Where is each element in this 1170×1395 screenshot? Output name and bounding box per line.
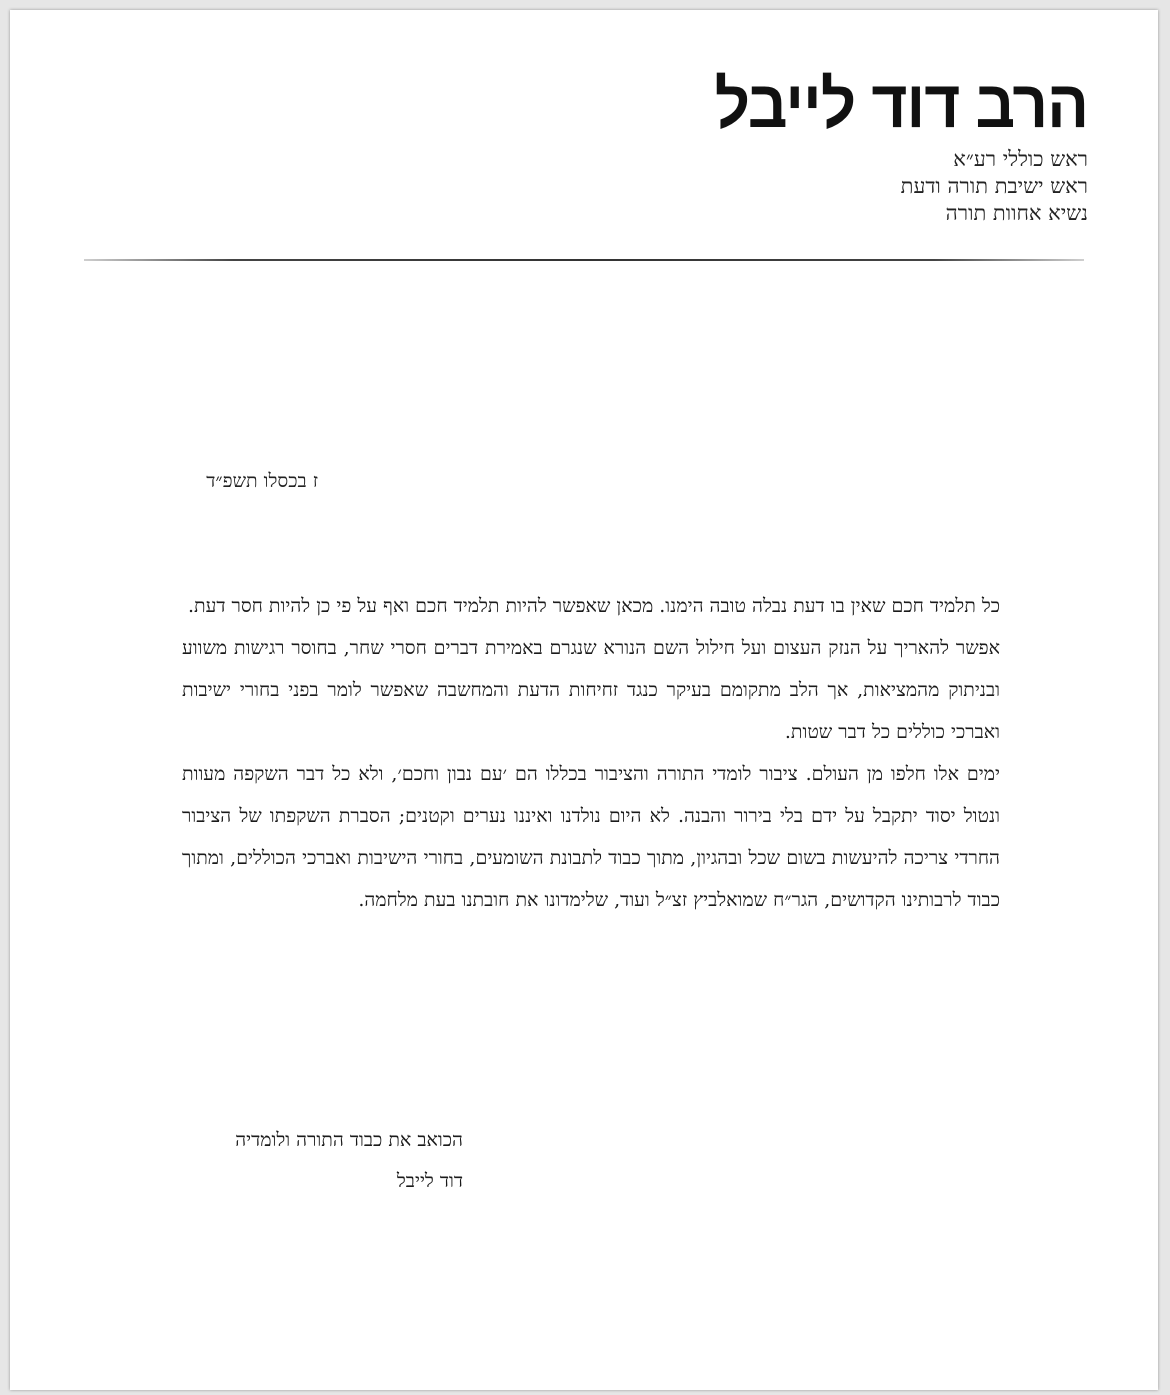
letter-body	[182, 585, 1000, 921]
body-paragraph: כל תלמיד חכם שאין בו דעת נבלה טובה הימנו. מכאן שאפשר להיות תלמיד חכם ואף על פי כן להיות חסר דעת.	[187, 595, 1000, 617]
letterhead-title: ראש ישיבת תורה ודעת	[900, 174, 1088, 198]
letterhead	[714, 67, 1088, 227]
letterhead-divider	[84, 259, 1084, 261]
letterhead-title: נשיא אחוות תורה	[945, 201, 1088, 225]
letterhead-title: ראש כוללי רע״א	[953, 147, 1088, 171]
letter-date: ז בכסלו תשפ״ד	[206, 470, 318, 492]
body-paragraph: ימים אלו חלפו מן העולם. ציבור לומדי התורה והציבור בכללו הם ׳עם נבון וחכם׳, ולא כל דבר השקפה מעוות ונטול יסוד יתקבל על ידם בלי בירור והבנה. לא היום נולדנו ואיננו נערים וקטנים; הסברת השקפתו של הציבור החרדי צריכה להיעשות בשום שכל ובהגיון, מתוך כבוד לתבונת השומעים, בחורי הישיבות ואברכי הכוללים, ומתוך כבוד לרבותינו הקדושים, הגר״ח שמואלביץ זצ״ל ועוד, שלימדונו את חובתנו בעת מלחמה.	[182, 763, 1000, 911]
closing-line: הכואב את כבוד התורה ולומדיה	[235, 1129, 463, 1151]
letter-page	[10, 10, 1158, 1390]
signature: דוד לייבל	[396, 1170, 463, 1192]
letterhead-name: הרב דוד לייבל	[714, 67, 1088, 143]
body-paragraph: אפשר להאריך על הנזק העצום ועל חילול השם הנורא שנגרם באמירת דברים חסרי שחר, בחוסר רגישות משווע ובניתוק מהמציאות, אך הלב מתקומם בעיקר כנגד זחיחות הדעת והמחשבה שאפשר לומר בפני בחורי ישיבות ואברכי כוללים כל דבר שטות.	[182, 637, 1000, 743]
letter-closing	[235, 1120, 463, 1202]
